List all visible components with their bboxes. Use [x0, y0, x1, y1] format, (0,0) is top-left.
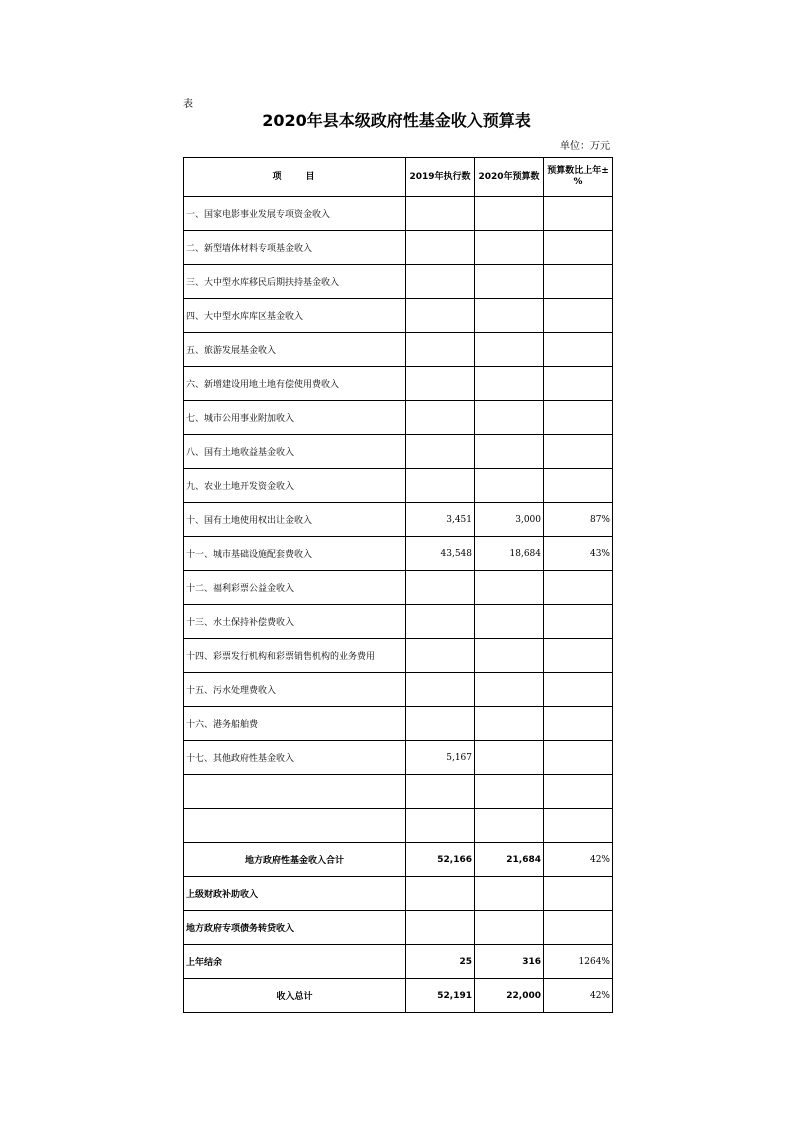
table-row — [184, 809, 613, 843]
row-exec-2019-cell: 52,166 — [406, 843, 475, 877]
table-row — [184, 469, 613, 503]
row-exec-2019-cell — [406, 333, 475, 367]
header-change: 预算数比上年±% — [544, 158, 613, 197]
row-item-cell: 上年结余 — [184, 945, 406, 979]
page-title: 2020年县本级政府性基金收入预算表 — [262, 111, 531, 130]
row-budget-2020-cell — [475, 333, 544, 367]
row-budget-2020-cell — [475, 469, 544, 503]
row-item-cell: 六、新增建设用地土地有偿使用费收入 — [184, 367, 406, 401]
row-change-cell: 42% — [544, 979, 613, 1013]
table-row — [184, 707, 613, 741]
row-change-cell — [544, 775, 613, 809]
table-row — [184, 945, 613, 979]
row-budget-2020-cell — [475, 265, 544, 299]
row-change-cell — [544, 571, 613, 605]
table-row — [184, 435, 613, 469]
row-change-cell — [544, 911, 613, 945]
row-change-cell: 43% — [544, 537, 613, 571]
table-row — [184, 231, 613, 265]
row-budget-2020-cell — [475, 639, 544, 673]
page-label: 表 — [183, 99, 193, 110]
row-budget-2020-cell — [475, 673, 544, 707]
row-budget-2020-cell: 21,684 — [475, 843, 544, 877]
row-budget-2020-cell — [475, 231, 544, 265]
row-change-cell — [544, 741, 613, 775]
budget-table — [183, 157, 613, 1013]
table-row — [184, 877, 613, 911]
row-item-cell: 地方政府性基金收入合计 — [184, 843, 406, 877]
row-item-cell — [184, 775, 406, 809]
header-exec-2019: 2019年执行数 — [406, 158, 475, 197]
row-change-cell — [544, 469, 613, 503]
table-row — [184, 571, 613, 605]
row-budget-2020-cell — [475, 809, 544, 843]
row-change-cell: 42% — [544, 843, 613, 877]
row-change-cell: 1264% — [544, 945, 613, 979]
row-exec-2019-cell — [406, 265, 475, 299]
unit-label: 单位：万元 — [560, 141, 610, 152]
row-change-cell: 87% — [544, 503, 613, 537]
row-change-cell — [544, 231, 613, 265]
table-row — [184, 639, 613, 673]
row-item-cell: 九、农业土地开发资金收入 — [184, 469, 406, 503]
row-exec-2019-cell — [406, 911, 475, 945]
row-item-cell: 四、大中型水库库区基金收入 — [184, 299, 406, 333]
row-budget-2020-cell — [475, 435, 544, 469]
row-budget-2020-cell — [475, 197, 544, 231]
row-change-cell — [544, 809, 613, 843]
table-row — [184, 299, 613, 333]
row-budget-2020-cell — [475, 401, 544, 435]
row-exec-2019-cell — [406, 707, 475, 741]
row-item-cell: 三、大中型水库移民后期扶持基金收入 — [184, 265, 406, 299]
row-exec-2019-cell — [406, 401, 475, 435]
row-exec-2019-cell — [406, 435, 475, 469]
row-item-cell: 十二、福利彩票公益金收入 — [184, 571, 406, 605]
row-exec-2019-cell — [406, 299, 475, 333]
row-item-cell: 八、国有土地收益基金收入 — [184, 435, 406, 469]
row-item-cell: 地方政府专项债务转贷收入 — [184, 911, 406, 945]
row-exec-2019-cell — [406, 367, 475, 401]
row-change-cell — [544, 639, 613, 673]
row-exec-2019-cell — [406, 877, 475, 911]
row-exec-2019-cell — [406, 673, 475, 707]
row-change-cell — [544, 299, 613, 333]
table-row — [184, 843, 613, 877]
row-change-cell — [544, 435, 613, 469]
row-budget-2020-cell — [475, 741, 544, 775]
row-change-cell — [544, 877, 613, 911]
row-exec-2019-cell: 5,167 — [406, 741, 475, 775]
table-header-row — [184, 158, 613, 197]
row-exec-2019-cell: 25 — [406, 945, 475, 979]
row-budget-2020-cell: 316 — [475, 945, 544, 979]
table-row — [184, 775, 613, 809]
row-exec-2019-cell — [406, 809, 475, 843]
row-budget-2020-cell: 18,684 — [475, 537, 544, 571]
row-item-cell: 二、新型墙体材料专项基金收入 — [184, 231, 406, 265]
row-item-cell — [184, 809, 406, 843]
row-budget-2020-cell — [475, 877, 544, 911]
row-item-cell: 七、城市公用事业附加收入 — [184, 401, 406, 435]
row-exec-2019-cell: 43,548 — [406, 537, 475, 571]
row-exec-2019-cell — [406, 571, 475, 605]
table-row — [184, 741, 613, 775]
table-row — [184, 605, 613, 639]
row-budget-2020-cell — [475, 707, 544, 741]
table-row — [184, 979, 613, 1013]
row-item-cell: 十七、其他政府性基金收入 — [184, 741, 406, 775]
table-body — [184, 197, 613, 1013]
row-item-cell: 十六、港务船舶费 — [184, 707, 406, 741]
row-change-cell — [544, 197, 613, 231]
table-row — [184, 265, 613, 299]
table-row — [184, 367, 613, 401]
table-row — [184, 197, 613, 231]
row-change-cell — [544, 605, 613, 639]
row-budget-2020-cell — [475, 775, 544, 809]
row-exec-2019-cell — [406, 639, 475, 673]
header-budget-2020: 2020年预算数 — [475, 158, 544, 197]
row-item-cell: 十一、城市基础设施配套费收入 — [184, 537, 406, 571]
row-item-cell: 一、国家电影事业发展专项资金收入 — [184, 197, 406, 231]
table-row — [184, 401, 613, 435]
table-row — [184, 333, 613, 367]
row-exec-2019-cell: 3,451 — [406, 503, 475, 537]
row-budget-2020-cell: 3,000 — [475, 503, 544, 537]
row-change-cell — [544, 265, 613, 299]
row-item-cell: 十四、彩票发行机构和彩票销售机构的业务费用 — [184, 639, 406, 673]
row-item-cell: 上级财政补助收入 — [184, 877, 406, 911]
row-exec-2019-cell — [406, 197, 475, 231]
header-item: 项 目 — [184, 158, 406, 197]
row-change-cell — [544, 673, 613, 707]
row-budget-2020-cell — [475, 605, 544, 639]
row-change-cell — [544, 401, 613, 435]
row-item-cell: 收入总计 — [184, 979, 406, 1013]
table-row — [184, 503, 613, 537]
table-row — [184, 911, 613, 945]
row-budget-2020-cell — [475, 911, 544, 945]
row-item-cell: 五、旅游发展基金收入 — [184, 333, 406, 367]
row-change-cell — [544, 333, 613, 367]
table-row — [184, 537, 613, 571]
row-exec-2019-cell — [406, 231, 475, 265]
row-item-cell: 十三、水土保持补偿费收入 — [184, 605, 406, 639]
row-exec-2019-cell — [406, 605, 475, 639]
row-change-cell — [544, 367, 613, 401]
row-budget-2020-cell: 22,000 — [475, 979, 544, 1013]
row-budget-2020-cell — [475, 299, 544, 333]
table-row — [184, 673, 613, 707]
row-item-cell: 十五、污水处理费收入 — [184, 673, 406, 707]
row-exec-2019-cell — [406, 469, 475, 503]
row-item-cell: 十、国有土地使用权出让金收入 — [184, 503, 406, 537]
row-budget-2020-cell — [475, 367, 544, 401]
row-exec-2019-cell: 52,191 — [406, 979, 475, 1013]
row-budget-2020-cell — [475, 571, 544, 605]
row-exec-2019-cell — [406, 775, 475, 809]
row-change-cell — [544, 707, 613, 741]
